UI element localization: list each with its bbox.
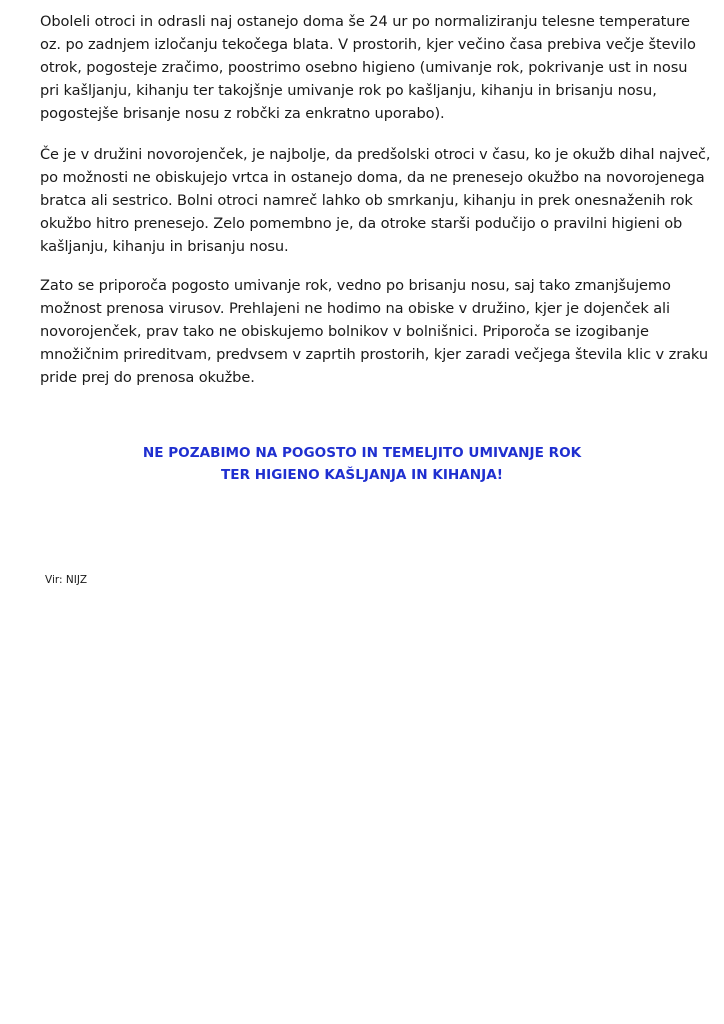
paragraph-line: po možnosti ne obiskujejo vrtca in ostanejo doma, da ne prenesejo okužbo na novorojenega [40, 169, 705, 186]
paragraph-line: pri kašljanju, kihanju ter takojšnje umivanje rok po kašljanju, kihanju in brisanju nosu, [40, 82, 657, 99]
paragraph-line: bratca ali sestrico. Bolni otroci namreč lahko ob smrkanju, kihanju in prek onesnaženih rok [40, 192, 693, 209]
paragraph-line: otrok, pogosteje zračimo, poostrimo osebno higieno (umivanje rok, pokrivanje ust in nosu [40, 59, 688, 76]
paragraph-line: Oboleli otroci in odrasli naj ostanejo doma še 24 ur po normaliziranju telesne temperature [40, 13, 690, 30]
paragraph-line: oz. po zadnjem izločanju tekočega blata. V prostorih, kjer večino časa prebiva večje število [40, 36, 696, 53]
paragraph-line: množičnim prireditvam, predvsem v zaprtih prostorih, kjer zaradi večjega števila klic v zraku [40, 346, 708, 363]
paragraph-line: Zato se priporoča pogosto umivanje rok, vedno po brisanju nosu, saj tako zmanjšujemo [40, 277, 671, 294]
source-note: Vir: NIJZ [45, 574, 88, 586]
paragraph-line: možnost prenosa virusov. Prehlajeni ne hodimo na obiske v družino, kjer je dojenček ali [40, 300, 670, 317]
paragraph-line: okužbo hitro prenesejo. Zelo pomembno je, da otroke starši podučijo o pravilni higieni ob [40, 215, 683, 232]
paragraph-line: pogostejše brisanje nosu z robčki za enkratno uporabo). [40, 105, 445, 122]
paragraph-line: Če je v družini novorojenček, je najbolje, da predšolski otroci v času, ko je okužb dihal največ, [40, 146, 711, 163]
callout-line-1: NE POZABIMO NA POGOSTO IN TEMELJITO UMIVANJE ROK [142, 445, 582, 461]
paragraph-line: kašljanju, kihanju in brisanju nosu. [40, 238, 289, 255]
callout-line-2: TER HIGIENO KAŠLJANJA IN KIHANJA! [221, 467, 503, 483]
paragraph-line: pride prej do prenosa okužbe. [40, 369, 255, 386]
paragraph-line: novorojenček, prav tako ne obiskujemo bolnikov v bolnišnici. Priporoča se izogibanje [40, 323, 649, 340]
